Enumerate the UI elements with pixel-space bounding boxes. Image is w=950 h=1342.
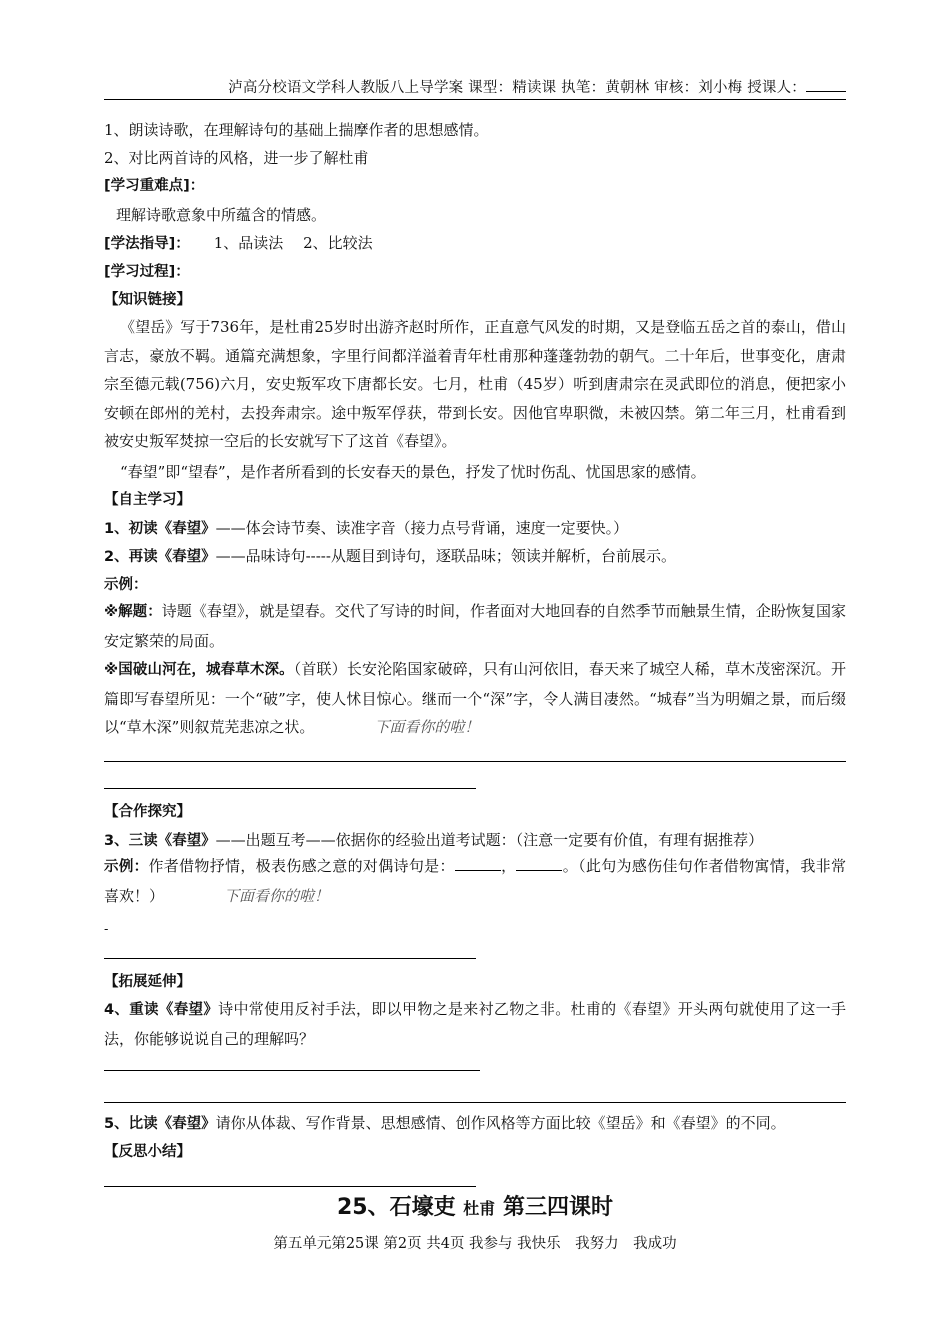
answer-line[interactable] — [104, 1070, 480, 1071]
answer-line[interactable] — [104, 788, 476, 789]
lesson-period: 第三四课时 — [502, 1195, 613, 1220]
objective-2: 2、对比两首诗的风格，进一步了解杜甫 — [104, 149, 369, 167]
example-2 — [104, 655, 846, 742]
item5-title: 5、比读《春望》 — [104, 1116, 216, 1132]
item5-text: 请你从体裁、写作背景、思想感情、创作风格等方面比较《望岳》和《春望》的不同。 — [215, 1114, 786, 1132]
cooperation-item-3 — [104, 830, 846, 851]
example-1-text: 诗题《春望》，就是望春。交代了写诗的时间，作者面对大地回春的自然季节而触景生情，企盼恢复国家安定繁荣的局面。 — [104, 602, 846, 650]
cooperation-example-label: 示例： — [104, 859, 149, 875]
example-label: 示例： — [104, 577, 148, 593]
lesson-title: 25、石壕吏 — [337, 1195, 456, 1220]
comma: ， — [500, 857, 517, 875]
hint-text: 下面看你的啦！ — [374, 718, 480, 736]
item2-text: ——品味诗句-----从题目到诗句，逐联品味；领读并解析，台前展示。 — [215, 547, 676, 565]
fill-blank-2[interactable] — [516, 858, 562, 871]
objective-1: 1、朗读诗歌，在理解诗句的基础上揣摩作者的思想感情。 — [104, 121, 489, 139]
extension-item-4 — [104, 995, 846, 1053]
item4-text: 诗中常使用反衬手法，即以甲物之是来衬乙物之非。杜甫的《春望》开头两句就使用了这一手法，你能够说说自己的理解吗？ — [104, 1000, 846, 1048]
answer-line[interactable] — [104, 761, 846, 762]
self-study-label: 【自主学习】 — [104, 492, 191, 508]
cooperation-example-text: 作者借物抒情，极表伤感之意的对偶诗句是： — [148, 857, 455, 875]
cooperation-example-tail: 。（此句为感伤佳句作者借物寓情，我非常喜欢！） — [104, 857, 846, 905]
key-points-label: [学习重难点]： — [104, 178, 205, 194]
answer-line[interactable] — [104, 1186, 476, 1187]
item1-text: ——体会诗节奏、读准字音（接力点号背诵，速度一定要快。） — [215, 519, 629, 537]
dash-mark: - — [104, 922, 109, 937]
answer-line[interactable] — [104, 1102, 846, 1103]
process-label: [学习过程]： — [104, 264, 190, 280]
item3-title: 3、三读《春望》 — [104, 833, 216, 849]
self-study-item-2 — [104, 546, 846, 567]
next-lesson-title — [0, 1190, 950, 1221]
method-line — [104, 233, 846, 254]
lesson-author: 杜甫 — [463, 1199, 496, 1218]
page-footer: 第五单元第25课 第2页 共4页 我参与 我快乐 我努力 我成功 — [273, 1236, 677, 1252]
reflection-label: 【反思小结】 — [104, 1144, 191, 1160]
item3-text: ——出题互考——依据你的经验出道考试题：（注意一定要有价值，有理有据推荐） — [215, 831, 764, 849]
knowledge-para-2: “春望”即“望春”，是作者所看到的长安春天的景色，抒发了忧时伤乱、忧国思家的感情。 — [120, 463, 706, 481]
teacher-blank — [806, 79, 846, 92]
item1-title: 1、初读《春望》 — [104, 521, 216, 537]
example-1 — [104, 597, 846, 655]
method-label: [学法指导]： — [104, 236, 190, 252]
example-2-text: （首联）长安沦陷国家破碎，只有山河依旧，春天来了城空人稀，草木茂密深沉。开篇即写春望所见：一个“破”字，使人怵目惊心。继而一个“深”字，令人满目凄然。“城春”当为明媚之景，而后缀以“草木深”则叙荒芜悲凉之状。 — [104, 660, 846, 736]
answer-line[interactable] — [104, 958, 476, 959]
page-header — [104, 76, 846, 100]
hint-text: 下面看你的啦！ — [224, 886, 330, 905]
method-text: 1、品读法 2、比较法 — [213, 234, 373, 252]
fill-blank-1[interactable] — [455, 858, 501, 871]
key-points-text: 理解诗歌意象中所蕴含的情感。 — [116, 206, 327, 224]
knowledge-para-1: 《望岳》写于736年，是杜甫25岁时出游齐赵时所作，正直意气风发的时期，又是登临五岳之首的泰山，借山言志，豪放不羁。通篇充满想象，字里行间都洋溢着青年杜甫那种蓬蓬勃勃的朝气。二十年后，世事变化，唐肃宗至德元载(756)六月，安史叛军攻下唐都长安。七月，杜甫（45岁）听到唐肃宗在灵武即位的消息，便把家小安顿在郎州的羌村，去投奔肃宗。途中叛军俘获，带到长安。因他官卑职微，未被囚禁。第二年三月，杜甫看到被安史叛军焚掠一空后的长安就写下了这首《春望》。 — [104, 318, 846, 450]
knowledge-label: 【知识链接】 — [104, 292, 191, 308]
example-1-title: ※解题： — [104, 604, 162, 620]
extension-label: 【拓展延伸】 — [104, 974, 191, 990]
item4-title: 4、重读《春望》 — [104, 1002, 219, 1018]
cooperation-example — [104, 852, 846, 910]
item2-title: 2、再读《春望》 — [104, 549, 216, 565]
self-study-item-1 — [104, 518, 846, 539]
extension-item-5 — [104, 1113, 846, 1134]
cooperation-label: 【合作探究】 — [104, 804, 191, 820]
header-text: 泸高分校语文学科人教版八上导学案 课型：精读课 执笔：黄朝林 审核：刘小梅 授课人： — [228, 80, 806, 96]
example-2-title: ※国破山河在，城春草木深。 — [104, 662, 294, 678]
